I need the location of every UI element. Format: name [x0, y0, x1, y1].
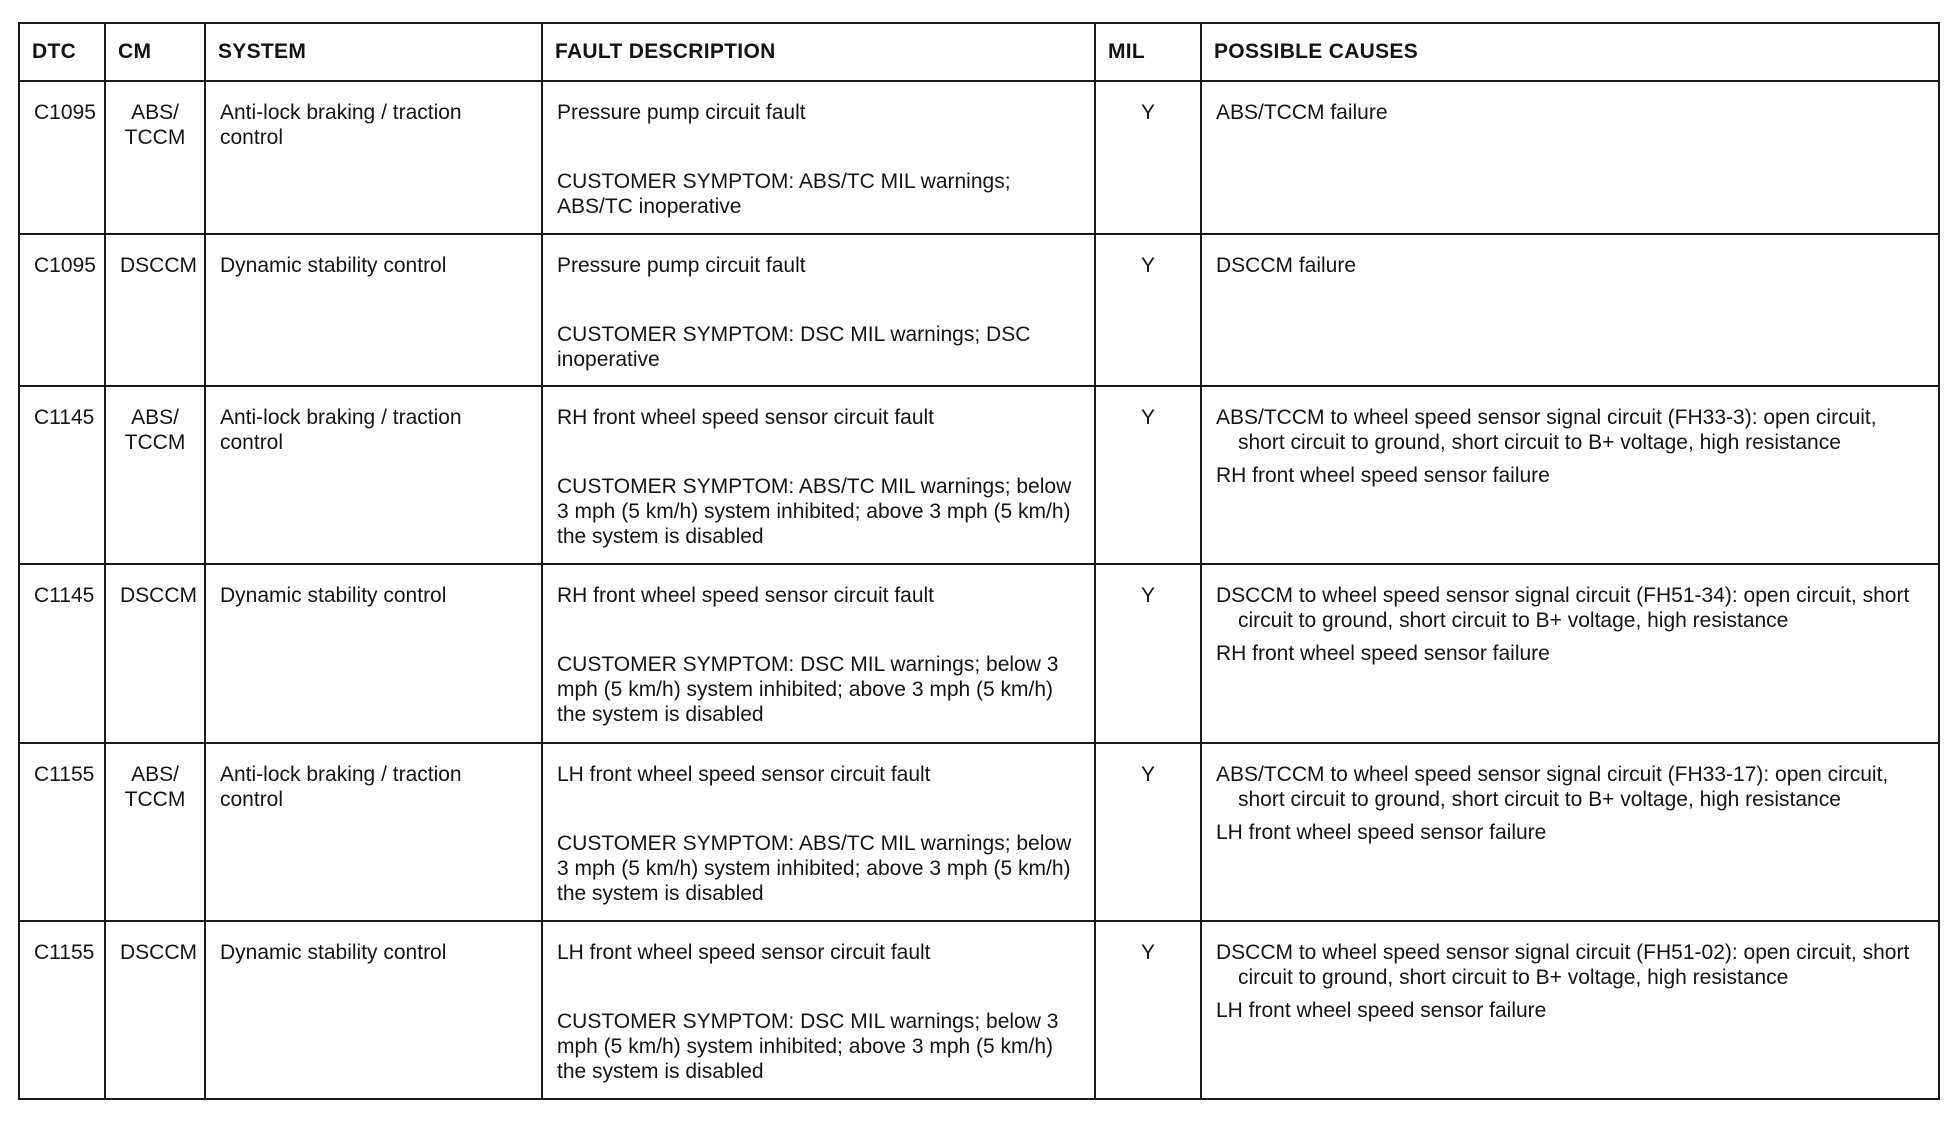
header-fault-description: FAULT DESCRIPTION — [542, 23, 1095, 81]
header-cm: CM — [105, 23, 205, 81]
table-row — [19, 743, 1939, 921]
possible-causes-cell — [1201, 921, 1939, 1099]
dtc-code: C1145 — [19, 564, 105, 742]
mil-flag: Y — [1095, 564, 1201, 742]
customer-symptom: CUSTOMER SYMPTOM: ABS/TC MIL warnings; ABS/TC inoperative — [557, 170, 1011, 218]
possible-causes-cell — [1201, 743, 1939, 921]
fault-description: Pressure pump circuit fault — [557, 253, 806, 277]
fault-description: RH front wheel speed sensor circuit fault — [557, 584, 935, 608]
system-name: Dynamic stability control — [205, 564, 542, 742]
possible-causes-cell — [1201, 234, 1939, 387]
fault-cell — [542, 921, 1095, 1099]
possible-cause: DSCCM failure — [1216, 253, 1357, 277]
customer-symptom: CUSTOMER SYMPTOM: DSC MIL warnings; below 3 mph (5 km/h) system inhibited; above 3 mph (5 km/h) the system is disabled — [557, 653, 1059, 727]
possible-cause: DSCCM to wheel speed sensor signal circuit (FH51-34): open circuit, short circuit to ground, short circuit to B+ voltage, high resistance — [1216, 584, 1910, 633]
system-name: Dynamic stability control — [205, 921, 542, 1099]
control-module: ABS/ TCCM — [105, 743, 205, 921]
fault-cell — [542, 386, 1095, 564]
fault-description: RH front wheel speed sensor circuit fault — [557, 406, 935, 430]
fault-cell — [542, 81, 1095, 234]
possible-causes-cell — [1201, 386, 1939, 564]
table-row — [19, 386, 1939, 564]
possible-cause: DSCCM to wheel speed sensor signal circuit (FH51-02): open circuit, short circuit to ground, short circuit to B+ voltage, high resistance — [1216, 940, 1910, 989]
table-header — [19, 23, 1939, 81]
mil-flag: Y — [1095, 81, 1201, 234]
mil-flag: Y — [1095, 743, 1201, 921]
system-name: Anti-lock braking / traction control — [205, 743, 542, 921]
dtc-code: C1155 — [19, 921, 105, 1099]
table-body — [19, 81, 1939, 1099]
table-row — [19, 81, 1939, 234]
system-name: Anti-lock braking / traction control — [205, 386, 542, 564]
header-system: SYSTEM — [205, 23, 542, 81]
possible-causes-cell — [1201, 81, 1939, 234]
possible-cause: RH front wheel speed sensor failure — [1216, 642, 1550, 666]
dtc-table — [18, 22, 1940, 1100]
control-module: DSCCM — [105, 234, 205, 387]
fault-description: Pressure pump circuit fault — [557, 101, 806, 124]
possible-cause: ABS/TCCM failure — [1216, 101, 1388, 124]
mil-flag: Y — [1095, 921, 1201, 1099]
dtc-code: C1155 — [19, 743, 105, 921]
header-possible-causes: POSSIBLE CAUSES — [1201, 23, 1939, 81]
control-module: ABS/ TCCM — [105, 386, 205, 564]
table-row — [19, 921, 1939, 1099]
control-module: DSCCM — [105, 921, 205, 1099]
dtc-code: C1145 — [19, 386, 105, 564]
customer-symptom: CUSTOMER SYMPTOM: ABS/TC MIL warnings; below 3 mph (5 km/h) system inhibited; above 3 mph (5 km/h) the system is disabled — [557, 475, 1072, 549]
possible-cause: ABS/TCCM to wheel speed sensor signal circuit (FH33-3): open circuit, short circuit to ground, short circuit to B+ voltage, high resistance — [1216, 406, 1877, 455]
control-module: DSCCM — [105, 564, 205, 742]
header-mil: MIL — [1095, 23, 1201, 81]
table-row — [19, 234, 1939, 387]
fault-description: LH front wheel speed sensor circuit fault — [557, 762, 931, 786]
fault-cell — [542, 564, 1095, 742]
fault-cell — [542, 743, 1095, 921]
mil-flag: Y — [1095, 386, 1201, 564]
customer-symptom: CUSTOMER SYMPTOM: DSC MIL warnings; DSC inoperative — [557, 322, 1031, 371]
header-dtc: DTC — [19, 23, 105, 81]
possible-cause: RH front wheel speed sensor failure — [1216, 464, 1550, 488]
mil-flag: Y — [1095, 234, 1201, 387]
system-name: Anti-lock braking / traction control — [205, 81, 542, 234]
table-row — [19, 564, 1939, 742]
possible-cause: LH front wheel speed sensor failure — [1216, 998, 1547, 1022]
customer-symptom: CUSTOMER SYMPTOM: DSC MIL warnings; below 3 mph (5 km/h) system inhibited; above 3 mph (5 km/h) the system is disabled — [557, 1009, 1059, 1083]
dtc-code: C1095 — [19, 81, 105, 234]
possible-causes-cell — [1201, 564, 1939, 742]
fault-cell — [542, 234, 1095, 387]
header-row — [19, 23, 1939, 81]
dtc-code: C1095 — [19, 234, 105, 387]
system-name: Dynamic stability control — [205, 234, 542, 387]
customer-symptom: CUSTOMER SYMPTOM: ABS/TC MIL warnings; below 3 mph (5 km/h) system inhibited; above 3 mph (5 km/h) the system is disabled — [557, 831, 1072, 905]
control-module: ABS/ TCCM — [105, 81, 205, 234]
possible-cause: ABS/TCCM to wheel speed sensor signal circuit (FH33-17): open circuit, short circuit to ground, short circuit to B+ voltage, high resistance — [1216, 762, 1889, 811]
possible-cause: LH front wheel speed sensor failure — [1216, 820, 1547, 844]
fault-description: LH front wheel speed sensor circuit fault — [557, 940, 931, 964]
